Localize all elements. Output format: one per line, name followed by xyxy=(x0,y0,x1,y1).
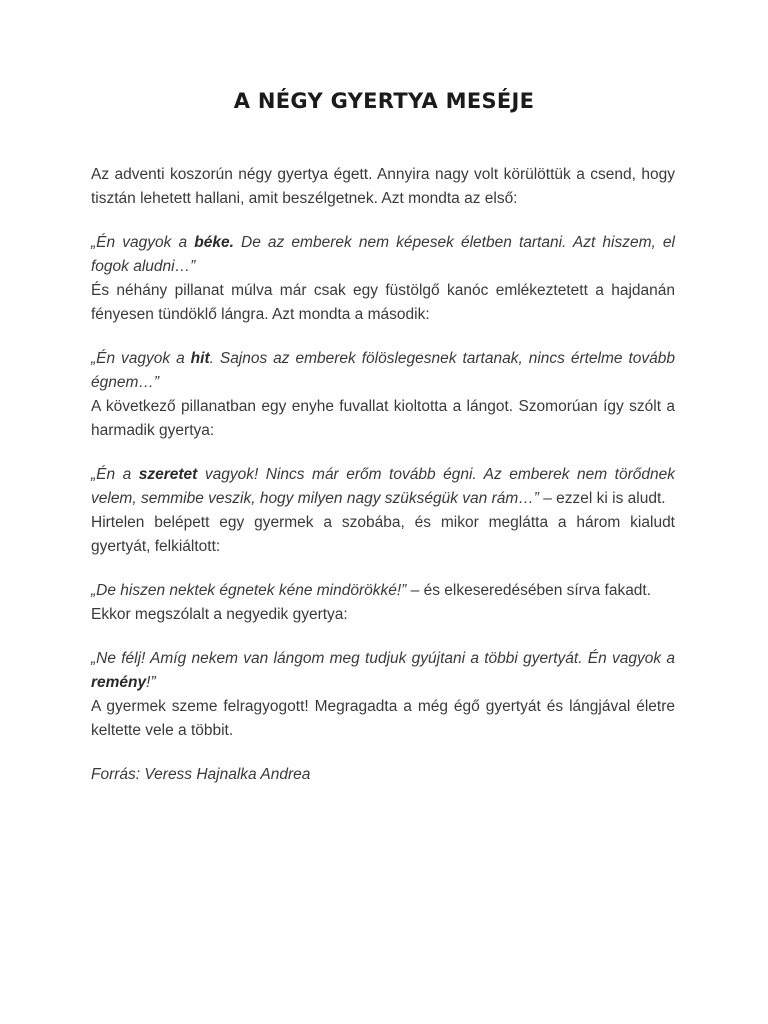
candle2-quote-post: . Sajnos az emberek fölöslegesnek tartanak, nincs értelme tovább égnem…” xyxy=(91,350,675,391)
candle1-quote-pre: „Én vagyok a xyxy=(91,234,195,251)
candle3-quote-pre: „Én a xyxy=(91,466,139,483)
source-line: Forrás: Veress Hajnalka Andrea xyxy=(91,766,311,783)
candle1-quote-post: De az emberek nem képesek életben tartani. Azt hiszem, el fogok aludni…” xyxy=(91,234,675,275)
intro-paragraph: Az adventi koszorún négy gyertya égett. Annyira nagy volt körülöttük a csend, hogy tisztán lehetett hallani, amit beszélgetnek. Azt mondta az első: xyxy=(91,166,675,207)
candle2-quote-pre: „Én vagyok a xyxy=(91,350,191,367)
candle3-narration: Hirtelen belépett egy gyermek a szobába, és mikor meglátta a három kialudt gyertyát, felkiáltott: xyxy=(91,514,675,555)
child-narration: Ekkor megszólalt a negyedik gyertya: xyxy=(91,606,348,623)
candle3-quote-post: vagyok! Nincs már erőm tovább égni. Az emberek nem törődnek velem, semmibe veszik, hogy milyen nagy szükségük van rám…” xyxy=(91,466,675,507)
candle3-paragraph xyxy=(91,463,675,559)
candle4-paragraph xyxy=(91,647,675,743)
candle1-quote xyxy=(91,234,675,275)
candle3-quote-tail: – ezzel ki is aludt. xyxy=(538,490,666,507)
candle4-keyword: remény xyxy=(91,674,147,691)
candle4-quote-post: !” xyxy=(146,674,156,691)
document-title: A NÉGY GYERTYA MESÉJE xyxy=(233,89,535,113)
candle4-quote-pre: „Ne félj! Amíg nekem van lángom meg tudjuk gyújtani a többi gyertyát. Én vagyok a xyxy=(91,650,675,667)
child-paragraph xyxy=(91,579,675,627)
candle1-keyword: béke. xyxy=(194,234,234,251)
candle2-paragraph xyxy=(91,347,675,443)
candle2-narration: A következő pillanatban egy enyhe fuvallat kioltotta a lángot. Szomorúan így szólt a harmadik gyertya: xyxy=(91,398,675,439)
child-quote-tail: – és elkeseredésében sírva fakadt. xyxy=(406,582,652,599)
candle1-paragraph xyxy=(91,231,675,327)
candle4-quote xyxy=(91,650,675,691)
candle1-narration: És néhány pillanat múlva már csak egy füstölgő kanóc emlékeztetett a hajdanán fényesen tündöklő lángra. Azt mondta a második: xyxy=(91,282,675,323)
candle2-keyword: hit xyxy=(190,350,210,367)
candle2-quote xyxy=(91,350,675,391)
candle4-narration: A gyermek szeme felragyogott! Megragadta a még égő gyertyát és lángjával életre keltette vele a többit. xyxy=(91,698,675,739)
candle3-keyword: szeretet xyxy=(138,466,198,483)
child-quote: „De hiszen nektek égnetek kéne mindörökké!” xyxy=(91,582,407,599)
document-body xyxy=(91,163,675,787)
